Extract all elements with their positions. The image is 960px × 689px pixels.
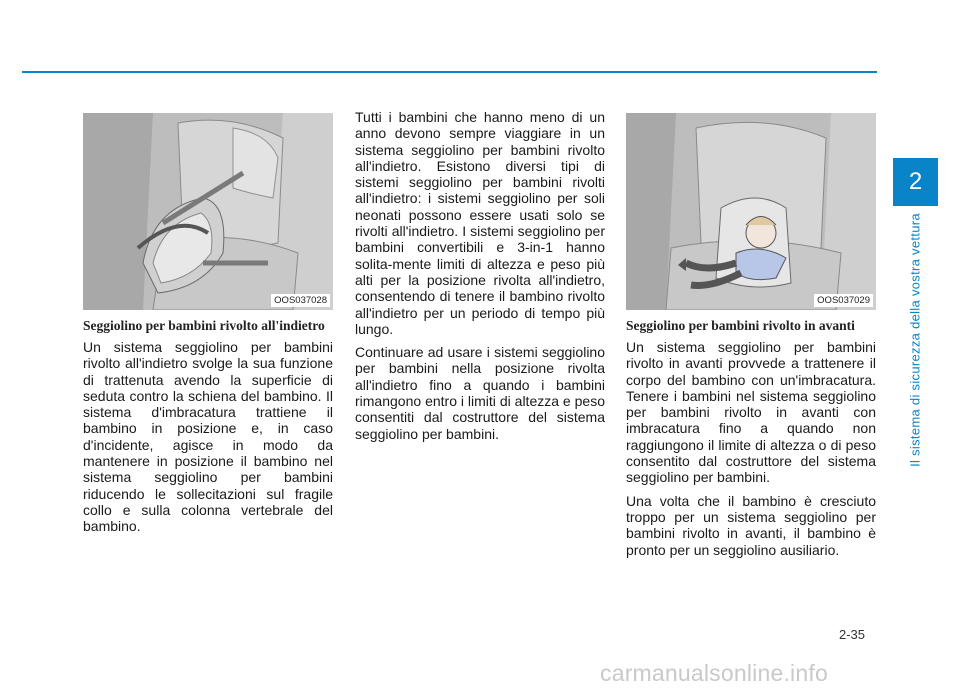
body-paragraph: Una volta che il bambino è cresciuto troppo per un sistema seggiolino per bambini rivolto in avanti, il bambino è pronto per un seggiolino ausiliario. — [626, 492, 876, 558]
section-heading: Seggiolino per bambini rivolto all'indietro — [83, 318, 325, 333]
forward-facing-seat-illustration — [626, 113, 876, 310]
figure-code: OOS037029 — [814, 294, 873, 307]
body-paragraph: Un sistema seggiolino per bambini rivolto all'indietro svolge la sua funzione di trattenuta avendo la superficie di seduta contro la schiena del bambino. Il sistema d'imbracatura trattiene il bambino in posizione e, in caso d'incidente, agisce in modo da mantenere in posizione il bambino nel sistema seggiolino per bambini riducendo le sollecitazioni sul fragile collo e sulla colonna vertebrale del bambino. — [83, 339, 333, 535]
chapter-number: 2 — [908, 168, 923, 195]
figure-code: OOS037028 — [271, 294, 330, 307]
chapter-title: Il sistema di sicurezza della vostra vettura — [907, 213, 923, 467]
chapter-tab — [893, 158, 938, 206]
header-rule — [22, 71, 877, 73]
body-paragraph: Tutti i bambini che hanno meno di un anno devono sempre viaggiare in un sistema seggiolino per bambini rivolto all'indietro. Esistono diversi tipi di sistemi seggiolino per bambini rivolti all'indietro: i sistemi seggiolino per soli neonati possono essere usati solo se rivolti all'indietro. I sistemi seggiolino per bambini convertibili e 3-in-1 hanno solita-mente limiti di altezza e peso più alti per la posizione rivolta all'indietro, consentendo di tenere il bambino rivolto all'indietro per un periodo di tempo più lungo. — [355, 109, 605, 337]
page-number: 2-35 — [839, 627, 866, 642]
column-right — [626, 113, 876, 565]
column-left — [83, 113, 333, 542]
forward-facing-seat-drawing — [626, 113, 876, 310]
body-paragraph: Un sistema seggiolino per bambini rivolto in avanti provvede a trattenere il corpo del bambino con un'imbracatura. Tenere i bambini nel sistema seggiolino per bambini rivolto in avanti con imbracatura fino a quando non raggiungono il limite di altezza o di peso consentito dal costruttore del sistema seggiolino per bambini. — [626, 339, 876, 486]
rear-facing-seat-drawing — [83, 113, 333, 310]
body-paragraph: Continuare ad usare i sistemi seggiolino per bambini nella posizione rivolta all'indietro fino a quando i bambini rimangono entro i limiti di altezza e peso consentiti dal costruttore del sistema seggiolino per bambini. — [355, 344, 605, 442]
section-heading: Seggiolino per bambini rivolto in avanti — [626, 318, 855, 333]
column-middle — [355, 109, 605, 449]
rear-facing-seat-illustration — [83, 113, 333, 310]
watermark: carmanualsonline.info — [600, 660, 828, 686]
